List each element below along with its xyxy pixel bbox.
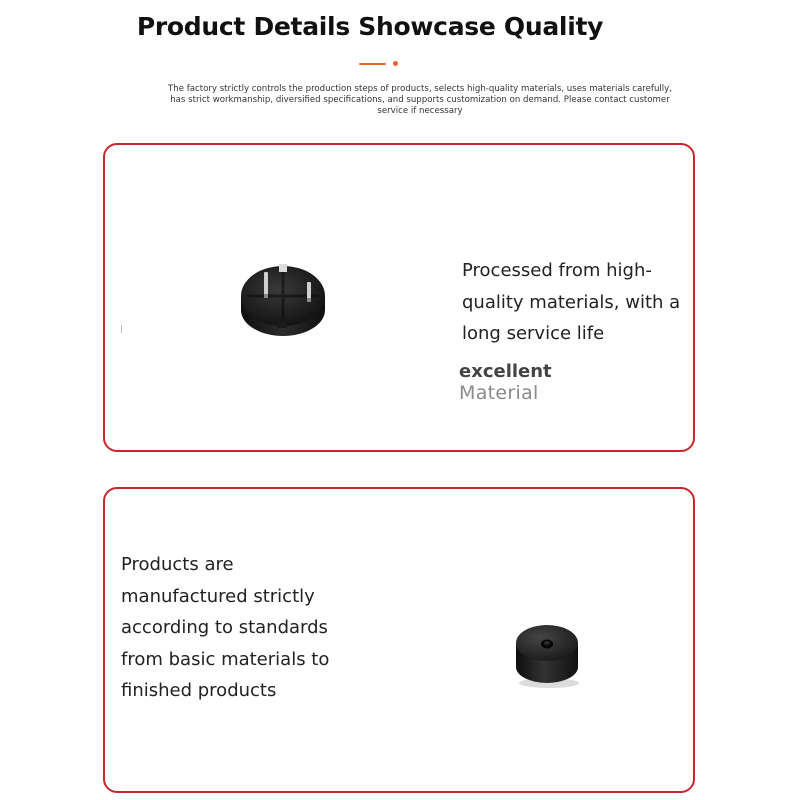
buzzer-bottom-with-pins-icon xyxy=(237,258,329,340)
intro-text: The factory strictly controls the production steps of products, selects high-quality materials, uses materials carefully, has strict workmanship, diversified specifications, and supports customization on demand. Please contact customer service if necessary xyxy=(168,84,672,116)
title-accent-line xyxy=(359,63,386,65)
title-accent-dot xyxy=(393,61,398,66)
decorative-mark xyxy=(121,325,122,333)
buzzer-top-icon xyxy=(513,617,581,689)
material-tag-line-1: excellent xyxy=(459,361,552,382)
page-title: Product Details Showcase Quality xyxy=(136,12,604,41)
material-description: Processed from high-quality materials, with a long service life xyxy=(462,260,681,344)
standards-description: Products are manufactured strictly according to standards from basic materials to finished products xyxy=(121,554,330,701)
material-tag-line-2: Material xyxy=(459,382,539,404)
